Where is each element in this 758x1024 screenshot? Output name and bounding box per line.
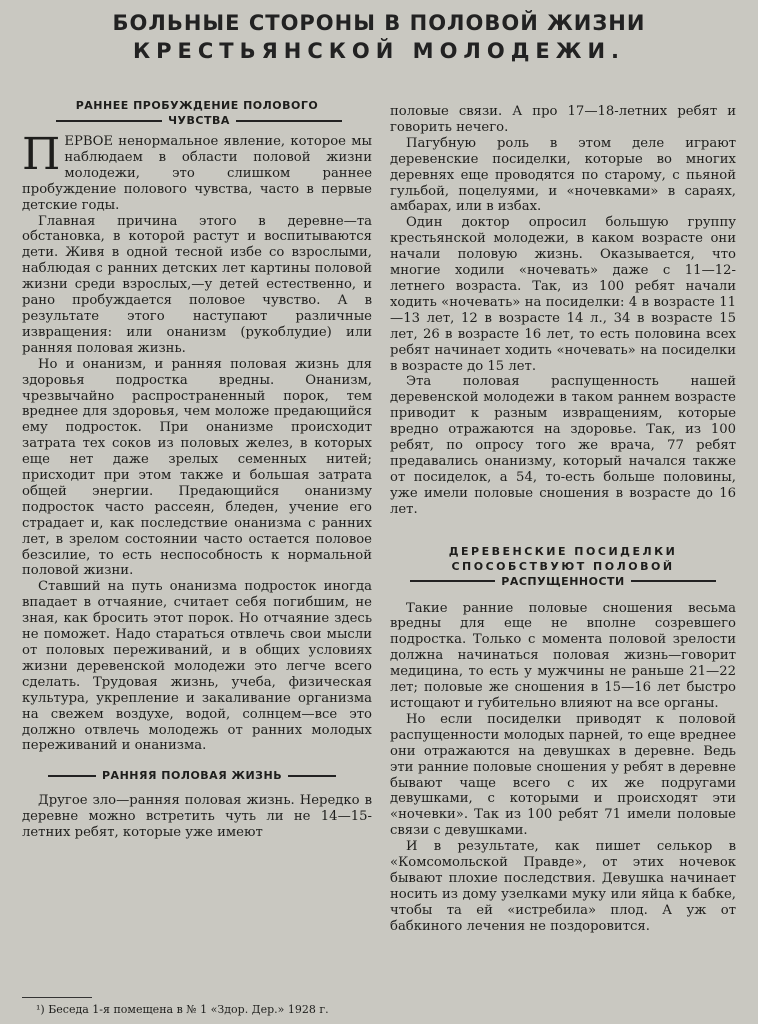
title-line-2: КРЕСТЬЯНСКОЙ МОЛОДЕЖИ.: [132, 39, 626, 63]
article-title: [0, 10, 758, 66]
title-line-1: БОЛЬНЫЕ СТОРОНЫ В ПОЛОВОЙ ЖИЗНИ: [112, 11, 646, 35]
section3-heading-line2: СПОСОБСТВУЮТ ПОЛОВОЙ: [451, 559, 675, 573]
section3-paragraph-2: Но если посиделки приводят к половой распущенности молодых парней, то еще вреднее они отражаются на девушках в деревне. Ведь эти ранние половые сношения у ребят в деревне бывают чаще всего с их же подругами девушками, с которыми и происходят эти «ночевки». Так из 100 ребят 71 имели половые связи с девушками.: [390, 711, 736, 839]
section2-paragraph-5: Эта половая распущенность нашей деревенской молодежи в таком раннем возрасте приводит к разным извращениям, которые вредно отражаются на здоровье. Так, из 100 ребят, по опросу того же врача, 77 ребят предавались онанизму, который начался также от посиделок, а 54, то-есть больше половины, уже имели половые сношения в возрасте до 16 лет.: [390, 374, 736, 517]
footnote-rule: [22, 997, 92, 998]
section2-paragraph-4: Один доктор опросил большую группу крестьянской молодежи, в каком возрасте они начали половую жизнь. Оказывается, что многие ходили «ночевать» даже с 11—12-летнего возраста. Так, из 100 ребят начали ходить «ночевать» на посиделки: 4 в возрасте 11—13 лет, 12 в возрасте 14 л., 34 в возрасте 15 лет, 26 в возрасте 16 лет, то есть половина всех ребят начинает ходить «ночевать» на посиделки в возрасте до 15 лет.: [390, 215, 736, 374]
left-column: [22, 98, 372, 841]
heading-rule-left: [410, 580, 495, 582]
section1-paragraph-3: Но и онанизм, и ранняя половая жизнь для здоровья подростка вредны. Онанизм, чрезвычайно распространенный порок, тем вреднее для здоровья, чем моложе предающийся ему подросток. При онанизме происходит затрата тех соков из половых желез, в которых еще нет даже зрелых семенных нитей; присходит при этом также и большая затрата общей энергии. Предающийся онанизму подросток часто рассеян, бледен, учение его страдает и, как последствие онанизма с ранних лет, в зрелом состоянии часто остается половое безсилие, то есть неспособность к нормальной половой жизни.: [22, 356, 372, 579]
section1-heading-line1: РАННЕЕ ПРОБУЖДЕНИЕ ПОЛОВОГО: [75, 99, 319, 112]
section3-heading-line3: РАСПУЩЕННОСТИ: [501, 574, 625, 588]
section3-heading-line1: ДЕРЕВЕНСКИЕ ПОСИДЕЛКИ: [448, 544, 678, 558]
section3-paragraph-3: И в результате, как пишет селькор в «Комсомольской Правде», от этих ночевок бывают плохие последствия. Девушка начинает носить из дому узелками муку или яйца к бабке, чтобы та ей «истребила» плод. А уж от бабкиного лечения не поздоровится.: [390, 839, 736, 934]
section3-paragraph-1: Такие ранние половые сношения весьма вредны для еще не вполне созревшего подростка. Только с момента половой зрелости должна начинаться половая жизнь—говорит медицина, то есть у мужчины не раньше 21—22 лет; половые же сношения в 15—16 лет быстро истощают и губительно влияют на все органы.: [390, 600, 736, 711]
section1-heading: [22, 98, 372, 128]
heading-rule-left: [48, 775, 96, 777]
section2-paragraph-1: Другое зло—ранняя половая жизнь. Нередко в деревне можно встретить чуть ли не 14—15-летних ребят, которые уже имеют: [22, 793, 372, 841]
drop-cap: П: [22, 129, 61, 180]
section2-heading-text: РАННЯЯ ПОЛОВАЯ ЖИЗНЬ: [102, 769, 283, 783]
heading-rule-right: [236, 120, 342, 122]
section3-heading: [390, 544, 736, 589]
footnote: ¹) Беседа 1-я помещена в № 1 «Здор. Дер.» 1928 г.: [36, 1003, 329, 1016]
right-column: [390, 104, 736, 935]
section1-paragraph-4: Ставший на путь онанизма подросток иногда впадает в отчаяние, считает себя погибшим, не зная, как бросить этот порок. Но отчаяние здесь не поможет. Надо стараться отвлечь свои мысли от половых переживаний, и в общих условиях жизни деревенской молодежи это легче всего сделать. Трудовая жизнь, учеба, физическая культура, укрепление и закаливание организма на свежем воздухе, водой, солнцем—все это должно отвлечь молодежь от ранних молодых переживаний и онанизма.: [22, 579, 372, 754]
section2-paragraph-2: половые связи. А про 17—18-летних ребят и говорить нечего.: [390, 104, 736, 135]
heading-rule-right: [631, 580, 716, 582]
heading-rule-right: [288, 775, 336, 777]
section2-heading: [22, 768, 372, 783]
section1-heading-line2: ЧУВСТВА: [168, 114, 230, 127]
section2-paragraph-3: Пагубную роль в этом деле играют деревенские посиделки, которые во многих деревнях еще проводятся по старому, с пьяной гульбой, поцелуями, и «ночевками» в сараях, амбарах, или в избах.: [390, 135, 736, 215]
section1-paragraph-2: Главная причина этого в деревне—та обстановка, в которой растут и воспитываются дети. Живя в одной тесной избе со взрослыми, наблюдая с ранних детских лет картины половой жизни среди взрослых,—у детей естественно, и рано пробуждается половое чувство. А в результате этого наступают различные извращения: или онанизм (рукоблудие) или ранняя половая жизнь.: [22, 213, 372, 356]
heading-rule-left: [56, 120, 162, 122]
section1-paragraph-1: ПЕРВОЕ ненормальное явление, которое мы наблюдаем в области половой жизни молодежи, это слишком раннее пробуждение полового чувства, часто в первые детские годы.: [22, 129, 372, 213]
